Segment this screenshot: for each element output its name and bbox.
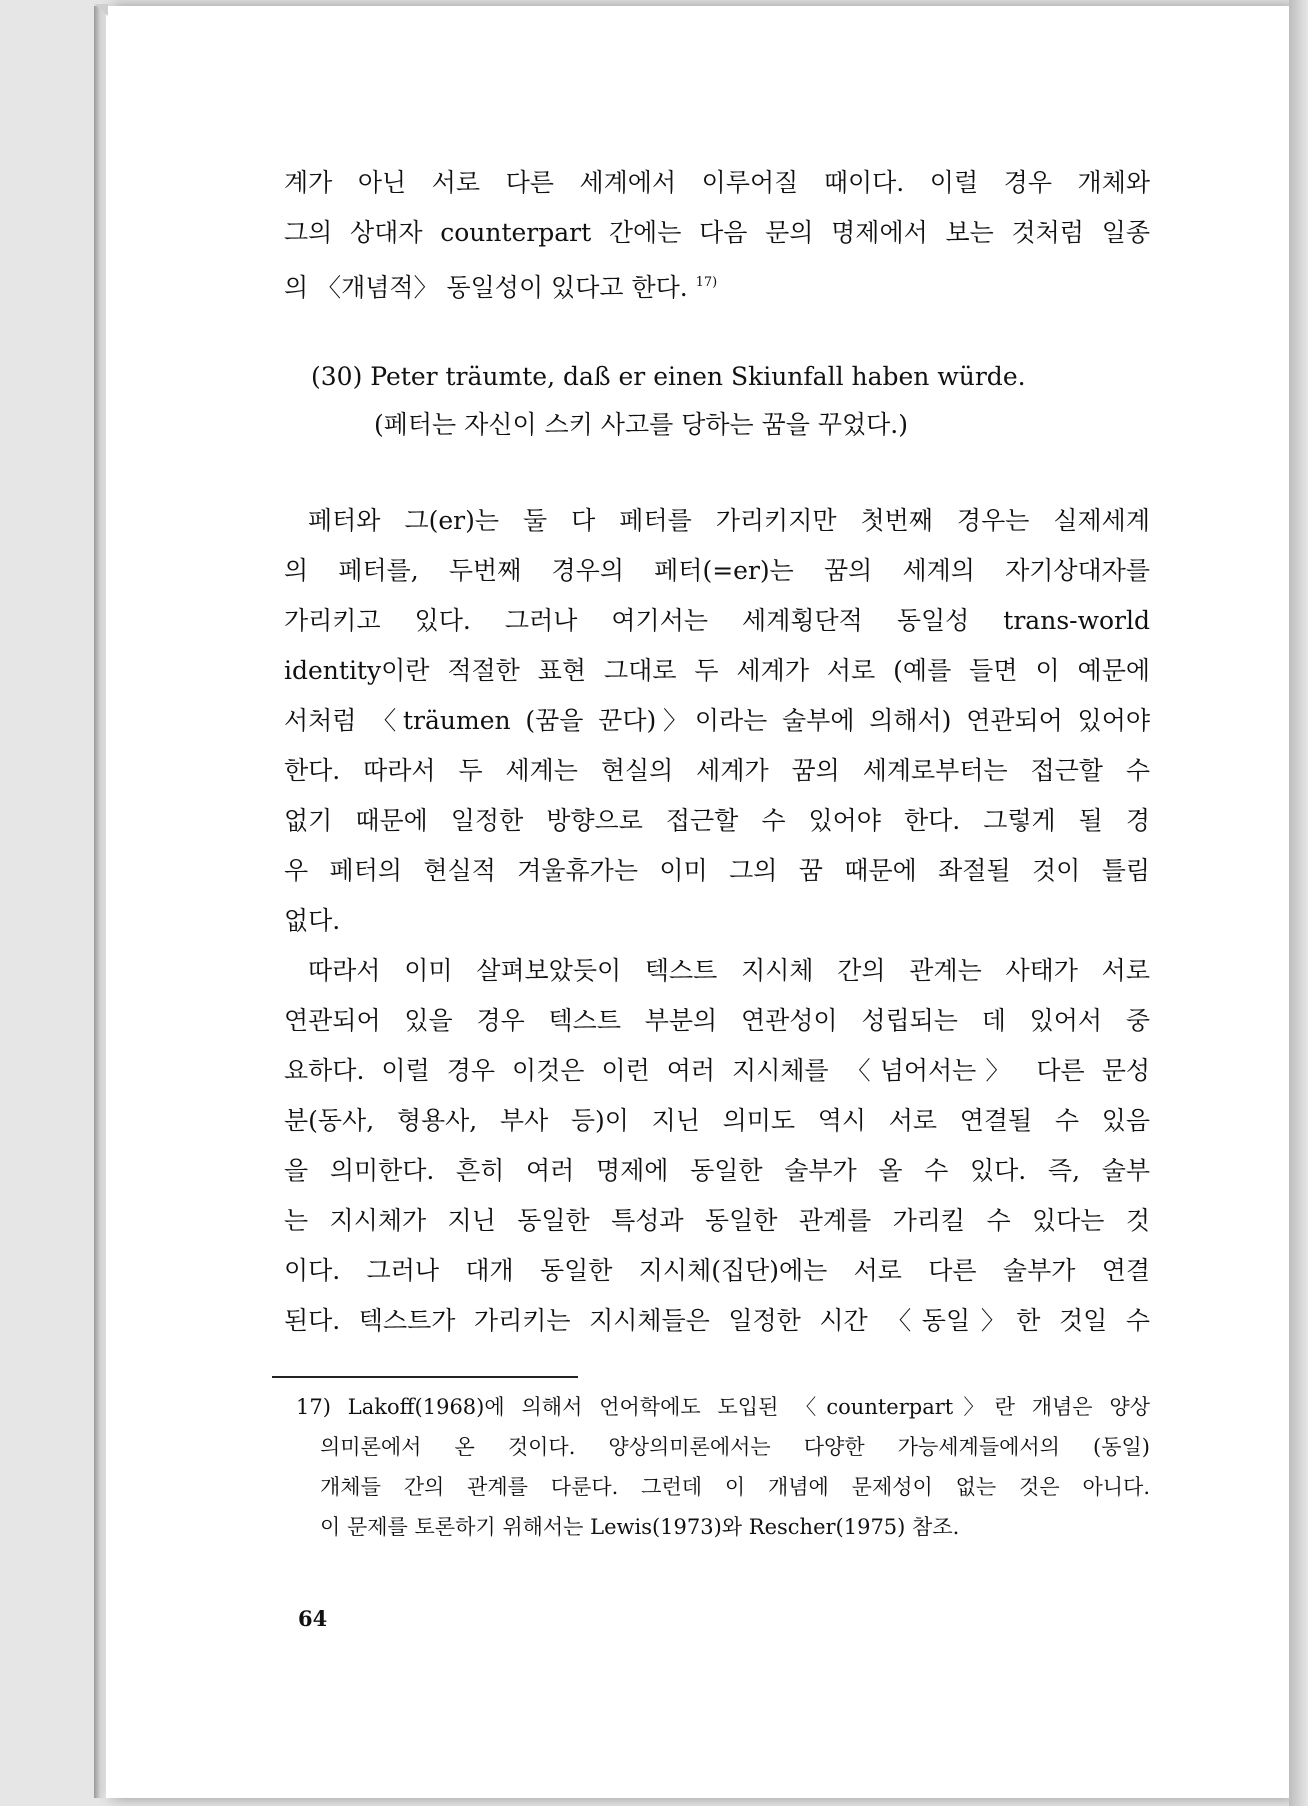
text-line: 계가 아닌 서로 다른 세계에서 이루어질 때이다. 이럴 경우 개체와 [284,168,1150,197]
text-line: 연관되어 있을 경우 텍스트 부분의 연관성이 성립되는 데 있어서 중 [284,1006,1150,1035]
paragraph-1 [284,158,1150,308]
example-german: Peter träumte, daß er einen Skiunfall haben würde. [370,362,1026,391]
text-line: 이다. 그러나 대개 동일한 지시체(집단)에는 서로 다른 술부가 연결 [284,1256,1150,1285]
text-line: 우 페터의 현실적 겨울휴가는 이미 그의 꿈 때문에 좌절될 것이 틀림 [284,856,1150,885]
text-line: 을 의미한다. 흔히 여러 명제에 동일한 술부가 올 수 있다. 즉, 술부 [284,1156,1150,1185]
footnote-reference: 17) [695,275,718,290]
text-line: 분(동사, 형용사, 부사 등)이 지닌 의미도 역시 서로 연결될 수 있음 [284,1106,1150,1135]
text-line: 는 지시체가 지닌 동일한 특성과 동일한 관계를 가리킬 수 있다는 것 [284,1206,1150,1235]
text-line: 없기 때문에 일정한 방향으로 접근할 수 있어야 한다. 그렇게 될 경 [284,806,1150,835]
text-line [284,258,1150,308]
paragraph-2 [284,496,1150,946]
text-line: 요하다. 이럴 경우 이것은 이런 여러 지시체를 〈넘어서는〉 다른 문성 [284,1056,1150,1085]
footnote-line: 개체들 간의 관계를 다룬다. 그런데 이 개념에 문제성이 없는 것은 아니다. [320,1475,1150,1499]
page-shadow [1289,0,1308,1806]
example-translation: (페터는 자신이 스키 사고를 당하는 꿈을 꾸었다.) [374,410,908,439]
footnote-line: 17) Lakoff(1968)에 의해서 언어학에도 도입된 〈counterpart〉란 개념은 양상 [296,1395,1150,1419]
text-line: 의 페터를, 두번째 경우의 페터(=er)는 꿈의 세계의 자기상대자를 [284,556,1150,585]
text-line: 그의 상대자 counterpart 간에는 다음 문의 명제에서 보는 것처럼 일종 [284,218,1150,247]
text-line: identity이란 적절한 표현 그대로 두 세계가 서로 (예를 들면 이 예문에 [284,656,1150,685]
paragraph-3 [284,946,1150,1346]
text-line: 없다. [284,906,341,935]
footnote-line: 의미론에서 온 것이다. 양상의미론에서는 다양한 가능세계들에서의 (동일) [320,1435,1150,1459]
text-line: 한다. 따라서 두 세계는 현실의 세계가 꿈의 세계로부터는 접근할 수 [284,756,1150,785]
example-number: (30) [311,362,363,391]
text-line: 페터와 그(er)는 둘 다 페터를 가리키지만 첫번째 경우는 실제세계 [308,506,1150,535]
page-corner [94,4,108,16]
footnote-line: 이 문제를 토론하기 위해서는 Lewis(1973)와 Rescher(1975) 참조. [320,1515,960,1539]
footnote-divider [272,1376,578,1378]
page-number: 64 [298,1606,328,1631]
footnote [296,1387,1150,1547]
text-line: 된다. 텍스트가 가리키는 지시체들은 일정한 시간 〈동일〉한 것일 수 [284,1306,1150,1335]
text-line: 가리키고 있다. 그러나 여기서는 세계횡단적 동일성 trans-world [284,606,1150,635]
example-sentence [311,352,1026,402]
text-line: 따라서 이미 살펴보았듯이 텍스트 지시체 간의 관계는 사태가 서로 [308,956,1150,985]
text-line-content: 의 〈개념적〉 동일성이 있다고 한다. [284,273,688,302]
text-line: 서처럼 〈träumen (꿈을 꾼다)〉이라는 술부에 의해서) 연관되어 있어야 [284,706,1150,735]
